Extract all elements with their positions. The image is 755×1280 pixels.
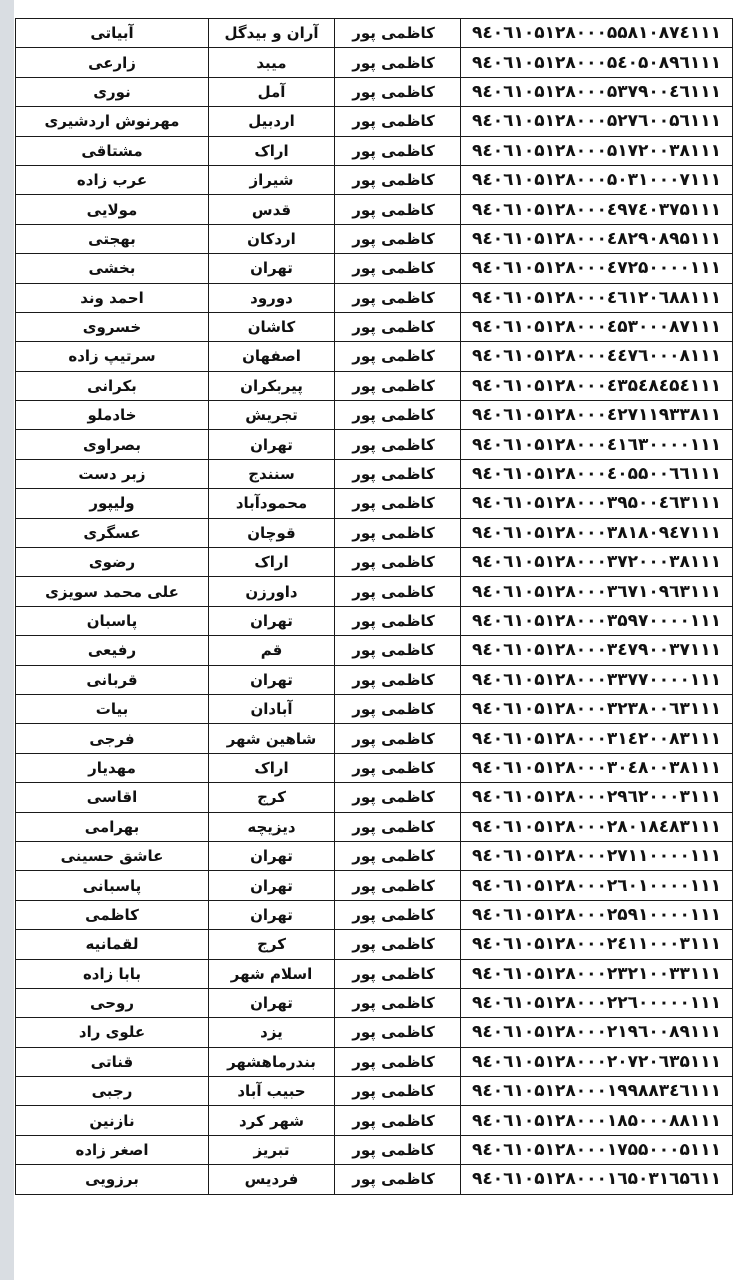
table-row [16,548,733,577]
table-row [16,224,733,253]
surname-cell: کاظمی پور [335,430,461,459]
table-row [16,518,733,547]
family-cell: سرتیپ زاده [16,342,209,371]
city-cell: شیراز [209,165,335,194]
surname-cell: کاظمی پور [335,254,461,283]
table-row [16,19,733,48]
code-cell: ۹٤۰٦۱۰۵۱۲۸۰۰۰۱٦۵۰۳۱٦۵٦۱۱ [461,1165,733,1194]
table-row [16,195,733,224]
family-cell: نازنین [16,1106,209,1135]
table-row [16,489,733,518]
city-cell: پیربکران [209,371,335,400]
code-cell: ۹٤۰٦۱۰۵۱۲۸۰۰۰۲۸۰۱۸٤۸۳۱۱۱ [461,812,733,841]
table-row [16,812,733,841]
table-row [16,459,733,488]
table-row [16,988,733,1017]
surname-cell: کاظمی پور [335,77,461,106]
code-cell: ۹٤۰٦۱۰۵۱۲۸۰۰۰۱۹۹۸۸۳٤٦۱۱۱ [461,1077,733,1106]
city-cell: تهران [209,841,335,870]
family-cell: پاسبانی [16,871,209,900]
family-cell: کاظمی [16,900,209,929]
code-cell: ۹٤۰٦۱۰۵۱۲۸۰۰۰۳۳۷۷۰۰۰۰۱۱۱ [461,665,733,694]
surname-cell: کاظمی پور [335,342,461,371]
family-cell: زارعی [16,48,209,77]
city-cell: سنندج [209,459,335,488]
city-cell: کرج [209,783,335,812]
city-cell: بندرماهشهر [209,1047,335,1076]
city-cell: اراک [209,548,335,577]
family-cell: عسگری [16,518,209,547]
surname-cell: کاظمی پور [335,401,461,430]
surname-cell: کاظمی پور [335,783,461,812]
family-cell: عاشق حسینی [16,841,209,870]
city-cell: اصفهان [209,342,335,371]
code-cell: ۹٤۰٦۱۰۵۱۲۸۰۰۰۱۸۵۰۰۰۸۸۱۱۱ [461,1106,733,1135]
code-cell: ۹٤۰٦۱۰۵۱۲۸۰۰۰۳٤۷۹۰۰۳۷۱۱۱ [461,636,733,665]
surname-cell: کاظمی پور [335,195,461,224]
code-cell: ۹٤۰٦۱۰۵۱۲۸۰۰۰٤۲۷۱۱۹۳۳۸۱۱ [461,401,733,430]
surname-cell: کاظمی پور [335,489,461,518]
surname-cell: کاظمی پور [335,841,461,870]
code-cell: ۹٤۰٦۱۰۵۱۲۸۰۰۰٤۹۷٤۰۳۷۵۱۱۱ [461,195,733,224]
table-row [16,577,733,606]
code-cell: ۹٤۰٦۱۰۵۱۲۸۰۰۰۳۹۵۰۰٤٦۳۱۱۱ [461,489,733,518]
city-cell: آبادان [209,694,335,723]
family-cell: مشتاقی [16,136,209,165]
table-row [16,930,733,959]
surname-cell: کاظمی پور [335,548,461,577]
family-cell: رضوی [16,548,209,577]
family-cell: بابا زاده [16,959,209,988]
family-cell: بصراوی [16,430,209,459]
table-row [16,783,733,812]
city-cell: یزد [209,1018,335,1047]
family-cell: مهرنوش اردشیری [16,107,209,136]
city-cell: قم [209,636,335,665]
surname-cell: کاظمی پور [335,900,461,929]
code-cell: ۹٤۰٦۱۰۵۱۲۸۰۰۰٤۸۲۹۰۸۹۵۱۱۱ [461,224,733,253]
city-cell: تهران [209,606,335,635]
table-row [16,959,733,988]
code-cell: ۹٤۰٦۱۰۵۱۲۸۰۰۰۳۲۳۸۰۰٦۳۱۱۱ [461,694,733,723]
table-row [16,165,733,194]
surname-cell: کاظمی پور [335,312,461,341]
table-row [16,1135,733,1164]
family-cell: رجبی [16,1077,209,1106]
family-cell: خسروی [16,312,209,341]
surname-cell: کاظمی پور [335,606,461,635]
table-row [16,430,733,459]
surname-cell: کاظمی پور [335,459,461,488]
city-cell: آمل [209,77,335,106]
code-cell: ۹٤۰٦۱۰۵۱۲۸۰۰۰٤٤۷٦۰۰۰۸۱۱۱ [461,342,733,371]
records-table [15,18,733,1195]
table-row [16,401,733,430]
surname-cell: کاظمی پور [335,224,461,253]
code-cell: ۹٤۰٦۱۰۵۱۲۸۰۰۰۲۵۹۱۰۰۰۰۱۱۱ [461,900,733,929]
city-cell: تجریش [209,401,335,430]
city-cell: تهران [209,871,335,900]
family-cell: بهجتی [16,224,209,253]
city-cell: تبریز [209,1135,335,1164]
city-cell: حبیب آباد [209,1077,335,1106]
table-row [16,636,733,665]
city-cell: تهران [209,430,335,459]
table-row [16,900,733,929]
city-cell: اراک [209,136,335,165]
code-cell: ۹٤۰٦۱۰۵۱۲۸۰۰۰۲۳۲۱۰۰۳۳۱۱۱ [461,959,733,988]
family-cell: بهرامی [16,812,209,841]
city-cell: تهران [209,900,335,929]
family-cell: قربانی [16,665,209,694]
table-row [16,694,733,723]
city-cell: اردکان [209,224,335,253]
family-cell: اقاسی [16,783,209,812]
family-cell: فرجی [16,724,209,753]
table-row [16,1106,733,1135]
surname-cell: کاظمی پور [335,19,461,48]
table-row [16,724,733,753]
family-cell: بکرانی [16,371,209,400]
city-cell: اسلام شهر [209,959,335,988]
code-cell: ۹٤۰٦۱۰۵۱۲۸۰۰۰٤۵۳۰۰۰۸۷۱۱۱ [461,312,733,341]
family-cell: روحی [16,988,209,1017]
family-cell: مولایی [16,195,209,224]
family-cell: علی محمد سویزی [16,577,209,606]
city-cell: آران و بیدگل [209,19,335,48]
code-cell: ۹٤۰٦۱۰۵۱۲۸۰۰۰۲۱۹٦۰۰۸۹۱۱۱ [461,1018,733,1047]
code-cell: ۹٤۰٦۱۰۵۱۲۸۰۰۰٤۰۵۵۰۰٦٦۱۱۱ [461,459,733,488]
code-cell: ۹٤۰٦۱۰۵۱۲۸۰۰۰۲۰۷۲۰٦۳۵۱۱۱ [461,1047,733,1076]
code-cell: ۹٤۰٦۱۰۵۱۲۸۰۰۰۱۷۵۵۰۰۰۵۱۱۱ [461,1135,733,1164]
surname-cell: کاظمی پور [335,665,461,694]
table-row [16,1077,733,1106]
surname-cell: کاظمی پور [335,1077,461,1106]
surname-cell: کاظمی پور [335,48,461,77]
family-cell: لقمانیه [16,930,209,959]
code-cell: ۹٤۰٦۱۰۵۱۲۸۰۰۰۲٤۱۱۰۰۰۳۱۱۱ [461,930,733,959]
code-cell: ۹٤۰٦۱۰۵۱۲۸۰۰۰۳۰٤۸۰۰۳۸۱۱۱ [461,753,733,782]
family-cell: ولیپور [16,489,209,518]
code-cell: ۹٤۰٦۱۰۵۱۲۸۰۰۰٤۷۲۵۰۰۰۰۱۱۱ [461,254,733,283]
city-cell: فردیس [209,1165,335,1194]
document-sheet [14,0,755,1280]
table-row [16,665,733,694]
city-cell: محمودآباد [209,489,335,518]
table-row [16,1047,733,1076]
code-cell: ۹٤۰٦۱۰۵۱۲۸۰۰۰۳۸۱۸۰۹٤۷۱۱۱ [461,518,733,547]
family-cell: خادملو [16,401,209,430]
city-cell: کاشان [209,312,335,341]
city-cell: اراک [209,753,335,782]
surname-cell: کاظمی پور [335,1165,461,1194]
surname-cell: کاظمی پور [335,577,461,606]
city-cell: شاهین شهر [209,724,335,753]
table-row [16,312,733,341]
surname-cell: کاظمی پور [335,988,461,1017]
code-cell: ۹٤۰٦۱۰۵۱۲۸۰۰۰۲٦۰۱۰۰۰۰۱۱۱ [461,871,733,900]
surname-cell: کاظمی پور [335,871,461,900]
surname-cell: کاظمی پور [335,165,461,194]
surname-cell: کاظمی پور [335,107,461,136]
surname-cell: کاظمی پور [335,371,461,400]
surname-cell: کاظمی پور [335,1018,461,1047]
code-cell: ۹٤۰٦۱۰۵۱۲۸۰۰۰۵٤۰۵۰۸۹٦۱۱۱ [461,48,733,77]
surname-cell: کاظمی پور [335,753,461,782]
table-row [16,283,733,312]
surname-cell: کاظمی پور [335,1047,461,1076]
table-row [16,871,733,900]
surname-cell: کاظمی پور [335,1135,461,1164]
table-row [16,753,733,782]
surname-cell: کاظمی پور [335,518,461,547]
family-cell: علوی راد [16,1018,209,1047]
city-cell: تهران [209,254,335,283]
code-cell: ۹٤۰٦۱۰۵۱۲۸۰۰۰٤٦۱۲۰٦۸۸۱۱۱ [461,283,733,312]
code-cell: ۹٤۰٦۱۰۵۱۲۸۰۰۰۳۵۹۷۰۰۰۰۱۱۱ [461,606,733,635]
city-cell: قدس [209,195,335,224]
code-cell: ۹٤۰٦۱۰۵۱۲۸۰۰۰۵۳۷۹۰۰٤٦۱۱۱ [461,77,733,106]
table-row [16,841,733,870]
table-row [16,342,733,371]
family-cell: مهدیار [16,753,209,782]
family-cell: نوری [16,77,209,106]
family-cell: بیات [16,694,209,723]
family-cell: احمد وند [16,283,209,312]
family-cell: رفیعی [16,636,209,665]
table-row [16,371,733,400]
family-cell: آبیاتی [16,19,209,48]
code-cell: ۹٤۰٦۱۰۵۱۲۸۰۰۰۵۲۷٦۰۰۵٦۱۱۱ [461,107,733,136]
code-cell: ۹٤۰٦۱۰۵۱۲۸۰۰۰٤۱٦۳۰۰۰۰۱۱۱ [461,430,733,459]
code-cell: ۹٤۰٦۱۰۵۱۲۸۰۰۰۵۱۷۲۰۰۳۸۱۱۱ [461,136,733,165]
code-cell: ۹٤۰٦۱۰۵۱۲۸۰۰۰۳۱٤۲۰۰۸۳۱۱۱ [461,724,733,753]
records-table-body [16,19,733,1195]
surname-cell: کاظمی پور [335,1106,461,1135]
left-margin-strip [0,0,14,1280]
family-cell: عرب زاده [16,165,209,194]
family-cell: اصغر زاده [16,1135,209,1164]
city-cell: دیزیچه [209,812,335,841]
surname-cell: کاظمی پور [335,636,461,665]
family-cell: برزویی [16,1165,209,1194]
family-cell: بخشی [16,254,209,283]
city-cell: تهران [209,988,335,1017]
table-row [16,254,733,283]
city-cell: تهران [209,665,335,694]
surname-cell: کاظمی پور [335,136,461,165]
family-cell: پاسبان [16,606,209,635]
code-cell: ۹٤۰٦۱۰۵۱۲۸۰۰۰۳٦۷۱۰۹٦۳۱۱۱ [461,577,733,606]
code-cell: ۹٤۰٦۱۰۵۱۲۸۰۰۰۵۰۳۱۰۰۰۷۱۱۱ [461,165,733,194]
surname-cell: کاظمی پور [335,694,461,723]
city-cell: دورود [209,283,335,312]
surname-cell: کاظمی پور [335,724,461,753]
family-cell: قناتی [16,1047,209,1076]
surname-cell: کاظمی پور [335,930,461,959]
table-row [16,1018,733,1047]
city-cell: داورزن [209,577,335,606]
table-row [16,48,733,77]
table-row [16,606,733,635]
surname-cell: کاظمی پور [335,283,461,312]
city-cell: قوچان [209,518,335,547]
table-row [16,107,733,136]
code-cell: ۹٤۰٦۱۰۵۱۲۸۰۰۰۳۷۲۰۰۰۳۸۱۱۱ [461,548,733,577]
city-cell: میبد [209,48,335,77]
city-cell: کرج [209,930,335,959]
code-cell: ۹٤۰٦۱۰۵۱۲۸۰۰۰۲۷۱۱۰۰۰۰۱۱۱ [461,841,733,870]
code-cell: ۹٤۰٦۱۰۵۱۲۸۰۰۰۲۲٦۰۰۰۰۰۱۱۱ [461,988,733,1017]
surname-cell: کاظمی پور [335,959,461,988]
family-cell: زبر دست [16,459,209,488]
table-row [16,136,733,165]
surname-cell: کاظمی پور [335,812,461,841]
city-cell: شهر کرد [209,1106,335,1135]
table-row [16,77,733,106]
city-cell: اردبیل [209,107,335,136]
code-cell: ۹٤۰٦۱۰۵۱۲۸۰۰۰۲۹٦۲۰۰۰۳۱۱۱ [461,783,733,812]
code-cell: ۹٤۰٦۱۰۵۱۲۸۰۰۰٤۳۵٤۸٤۵٤۱۱۱ [461,371,733,400]
table-row [16,1165,733,1194]
code-cell: ۹٤۰٦۱۰۵۱۲۸۰۰۰۵۵۸۱۰۸۷٤۱۱۱ [461,19,733,48]
